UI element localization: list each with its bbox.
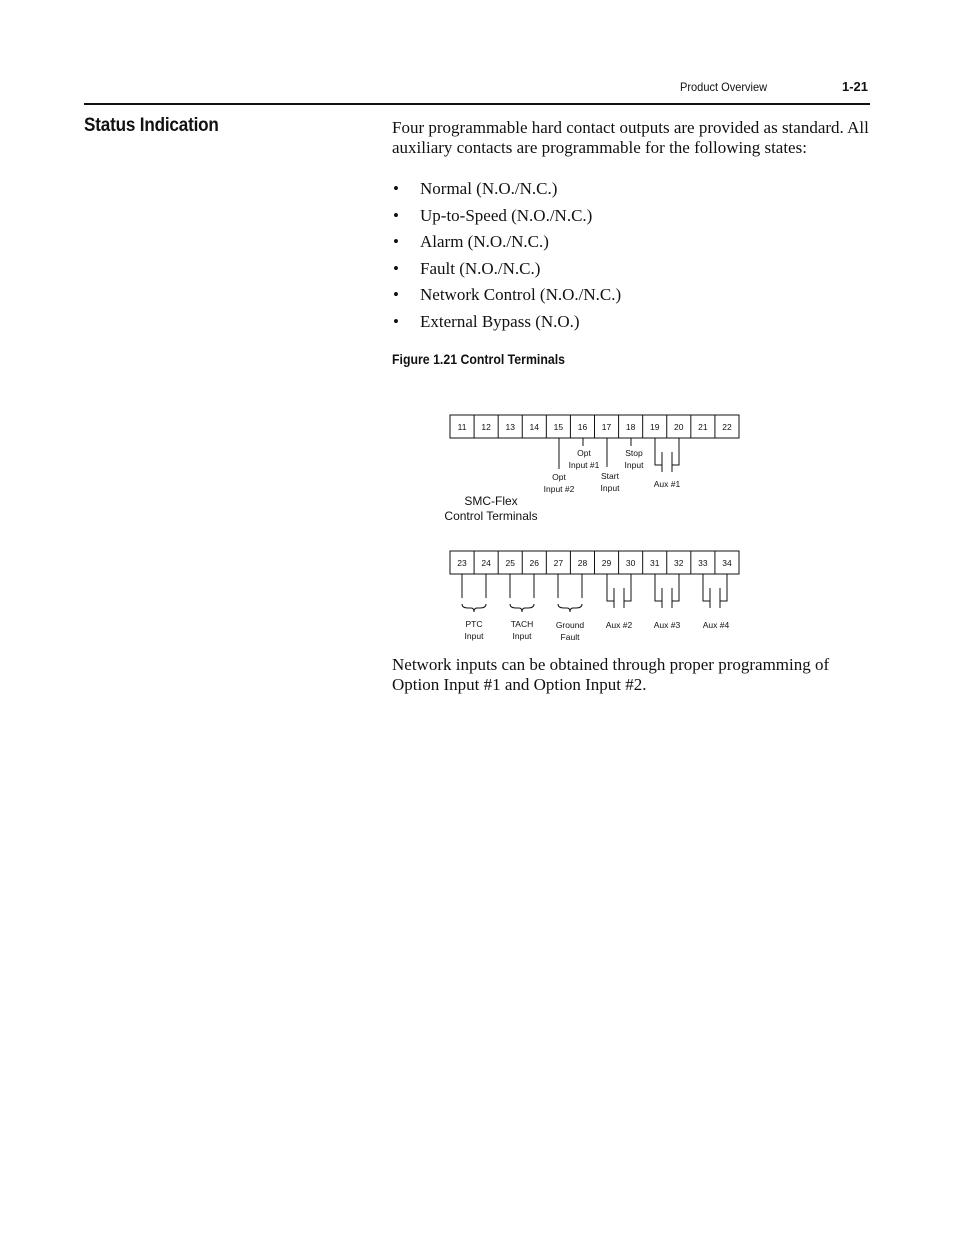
list-item-text: External Bypass (N.O.) (420, 311, 580, 331)
terminal-number: 17 (601, 422, 612, 432)
opt-input-2-label: Opt (552, 472, 566, 482)
tach-input-label: Input (512, 631, 532, 641)
opt-input-2-label: Input #2 (543, 484, 575, 494)
opt-input-1-label: Input #1 (568, 460, 600, 470)
terminal-number: 18 (625, 422, 636, 432)
start-input-label: Input (600, 483, 620, 493)
ptc-input-label: Input (464, 631, 484, 641)
list-item-text: Up-to-Speed (N.O./N.C.) (420, 205, 593, 225)
opt-input-1-label: Opt (577, 448, 591, 458)
section-heading: Status Indication (84, 115, 219, 136)
terminal-number: 32 (674, 558, 684, 568)
terminal-number: 16 (577, 422, 588, 432)
terminal-number: 15 (553, 422, 564, 432)
terminal-number: 11 (457, 422, 467, 432)
terminal-number: 28 (577, 558, 588, 568)
terminal-number: 24 (481, 558, 491, 568)
terminal-number: 12 (481, 422, 491, 432)
bullet-marker: • (393, 205, 399, 225)
bullet-marker: • (393, 285, 399, 304)
terminal-function-labels (465, 448, 730, 642)
aux2-label: Aux #2 (605, 620, 633, 630)
aux3-label: Aux #3 (653, 620, 681, 630)
ground-fault-label: Fault (560, 632, 580, 642)
stop-input-label: Stop (625, 448, 643, 458)
bullet-marker: • (393, 311, 399, 331)
top-terminal-strip (450, 415, 739, 438)
bullet-marker: • (393, 258, 399, 278)
aux4-label: Aux #4 (702, 620, 730, 630)
figure-caption: Figure 1.21 Control Terminals (392, 351, 565, 367)
bottom-connections (462, 574, 727, 612)
terminal-number: 21 (698, 422, 708, 432)
intro-paragraph: Four programmable hard contact outputs are provided as standard. All auxiliary contacts are programmable for the following states: (392, 118, 869, 157)
ground-fault-label: Ground (555, 620, 585, 630)
terminal-number: 26 (529, 558, 540, 568)
terminal-number: 30 (625, 558, 636, 568)
terminal-number: 19 (649, 422, 660, 432)
diagram-title-line2: Control Terminals (444, 509, 538, 523)
start-input-label: Start (601, 471, 619, 481)
list-item-text: Network Control (N.O./N.C.) (420, 285, 622, 304)
terminal-number: 29 (601, 558, 612, 568)
list-item-text: Alarm (N.O./N.C.) (420, 232, 549, 251)
bullet-marker: • (393, 179, 399, 198)
page-number: 1-21 (842, 79, 869, 94)
bottom-terminal-strip (450, 551, 739, 574)
diagram-title (444, 494, 537, 523)
ptc-input-label: PTC (465, 619, 483, 629)
terminal-number: 14 (529, 422, 540, 432)
stop-input-label: Input (624, 460, 644, 470)
terminal-number: 25 (505, 558, 515, 568)
bullet-marker: • (393, 232, 399, 251)
list-item-text: Fault (N.O./N.C.) (420, 258, 541, 278)
terminal-number: 34 (722, 558, 732, 568)
terminal-number: 20 (674, 422, 684, 432)
aux1-label: Aux #1 (653, 479, 681, 489)
terminal-number: 33 (698, 558, 708, 568)
diagram-title-line1: SMC-Flex (464, 494, 518, 508)
terminal-number: 27 (553, 558, 564, 568)
list-item-text: Normal (N.O./N.C.) (420, 179, 558, 198)
terminal-number: 13 (505, 422, 515, 432)
tach-input-label: TACH (510, 619, 534, 629)
terminal-number: 31 (649, 558, 660, 568)
terminal-number: 23 (457, 558, 467, 568)
terminal-number: 22 (722, 422, 732, 432)
outro-paragraph: Network inputs can be obtained through proper programming of Option Input #1 and Option Input #2. (392, 655, 830, 694)
running-head-title: Product Overview (680, 80, 768, 94)
